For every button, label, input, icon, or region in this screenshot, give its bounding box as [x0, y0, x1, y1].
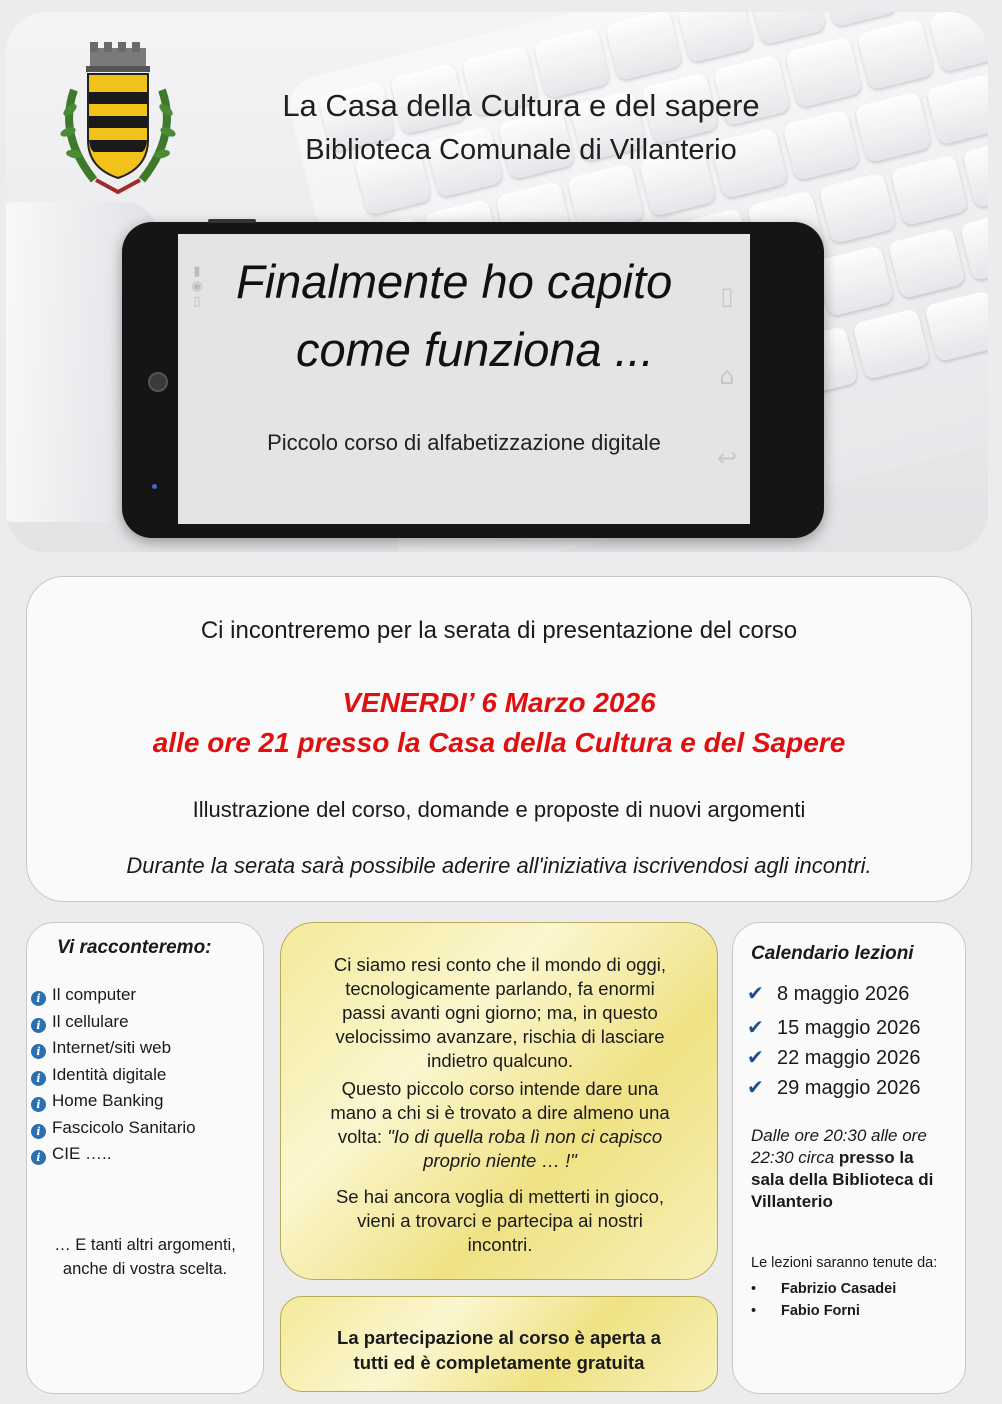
calendar-date-label: 15 maggio 2026: [777, 1017, 921, 1039]
free-participation-box: [280, 1296, 718, 1392]
header-background: [6, 12, 988, 552]
topic-item: [31, 1038, 171, 1059]
calendar-date-label: 8 maggio 2026: [777, 983, 910, 1005]
teachers-title: Le lezioni saranno tenute da:: [751, 1255, 938, 1271]
about-box: [280, 922, 718, 1280]
about-quote-a: "Io di quella roba lì non ci capisco: [387, 1126, 663, 1147]
free-line1: La partecipazione al corso è aperta a: [337, 1327, 661, 1348]
header-title: La Casa della Cultura e del sapere: [282, 88, 760, 123]
checkmark-icon: ✔: [747, 1075, 764, 1099]
phone-speaker: [208, 219, 256, 223]
about-paragraph-3: [301, 1185, 699, 1257]
topic-label: Identità digitale: [52, 1064, 167, 1084]
topic-item: [31, 1144, 112, 1165]
calendar-date-item: [747, 981, 909, 1006]
about-p2-line4: [301, 1149, 699, 1173]
event-note: Durante la serata sarà possibile aderire all'iniziativa iscrivendosi agli incontri.: [126, 853, 872, 878]
status-bar-icon: ▮ ◉ ▯: [191, 264, 203, 309]
phone-camera-icon: [148, 372, 168, 392]
keyboard-key: [890, 154, 968, 226]
back-icon: ↩: [716, 444, 738, 472]
info-icon: i: [31, 1044, 46, 1059]
time-line4: Villanterio: [751, 1192, 833, 1211]
topics-box: [26, 922, 264, 1394]
keyboard-key: [926, 73, 988, 145]
keyboard-key: [924, 290, 988, 362]
checkmark-icon: ✔: [747, 1045, 764, 1069]
topics-footer: [27, 1233, 263, 1281]
about-p1-line: tecnologicamente parlando, fa enormi: [345, 978, 655, 999]
topics-footer-line1: … E tanti altri argomenti,: [54, 1236, 236, 1254]
about-p1-line: Ci siamo resi conto che il mondo di oggi,: [333, 954, 667, 975]
time-line3: sala della Biblioteca di: [751, 1170, 934, 1189]
calendar-date-label: 22 maggio 2026: [777, 1047, 921, 1069]
topic-item: [31, 1091, 164, 1112]
info-icon: i: [31, 991, 46, 1006]
keyboard-key: [676, 12, 754, 63]
about-paragraph-2: [301, 1077, 699, 1173]
teacher-name: Fabio Forni: [781, 1303, 860, 1319]
about-p2-line1: Questo piccolo corso intende dare una: [341, 1078, 659, 1099]
topic-label: Internet/siti web: [52, 1038, 172, 1057]
info-icon: i: [31, 1071, 46, 1086]
phone-title-line1: Finalmente ho capito: [236, 255, 673, 308]
topic-label: CIE …..: [52, 1144, 112, 1163]
phone-title-line2: come funziona ...: [296, 323, 654, 376]
home-icon: ⌂: [719, 362, 735, 390]
event-intro: Ci incontreremo per la serata di presentazione del corso: [200, 617, 798, 644]
calendar-title: Calendario lezioni: [751, 943, 914, 964]
calendar-date-item: [747, 1045, 920, 1070]
keyboard-key: [605, 12, 683, 81]
topic-label: Fascicolo Sanitario: [52, 1117, 196, 1137]
town-crest-icon: [56, 40, 181, 200]
time-line2-bold: presso la: [834, 1148, 914, 1167]
topic-label: Il computer: [52, 985, 137, 1004]
topic-item: [31, 1118, 196, 1139]
event-date: VENERDI’ 6 Marzo 2026: [342, 687, 656, 718]
checkmark-icon: ✔: [747, 981, 764, 1005]
time-line1: Dalle ore 20:30 alle ore: [751, 1126, 927, 1145]
keyboard-key: [928, 12, 988, 73]
free-line2: tutti ed è completamente gratuita: [353, 1352, 645, 1373]
keyboard-key: [854, 91, 932, 163]
keyboard-key: [960, 209, 988, 281]
checkmark-icon: ✔: [747, 1015, 764, 1039]
about-quote-b: proprio niente … !": [423, 1150, 577, 1171]
keyboard-key: [856, 18, 934, 90]
keyboard-key: [888, 227, 966, 299]
about-p2-line3: [301, 1125, 699, 1149]
teacher-name: Fabrizio Casadei: [781, 1281, 897, 1297]
teacher-item: [751, 1281, 896, 1297]
about-p3-line: vieni a trovarci e partecipa ai nostri: [357, 1210, 643, 1231]
event-time-place: alle ore 21 presso la Casa della Cultura e del Sapere: [152, 727, 846, 758]
topic-item: [31, 985, 136, 1006]
keyboard-key: [818, 172, 896, 244]
time-line2: 22:30 circa: [751, 1148, 835, 1167]
info-icon: i: [31, 1150, 46, 1165]
info-icon: i: [31, 1018, 46, 1033]
about-paragraph-1: [301, 953, 699, 1073]
about-p1-line: velocissimo avanzare, rischia di lasciare: [335, 1026, 665, 1047]
event-info-box: [26, 576, 972, 902]
calendar-time-place: [751, 1125, 961, 1213]
bullet-icon: •: [751, 1281, 757, 1297]
info-icon: i: [31, 1097, 46, 1112]
header-subtitle: Biblioteca Comunale di Villanterio: [305, 134, 737, 166]
keyboard-key: [820, 12, 898, 28]
topic-item: [31, 1012, 129, 1033]
calendar-date-label: 29 maggio 2026: [777, 1077, 921, 1099]
about-p3-line: incontri.: [467, 1234, 533, 1255]
smartphone-illustration: [122, 222, 824, 538]
phone-screen: [178, 234, 750, 524]
phone-subtitle: Piccolo corso di alfabetizzazione digitale: [267, 430, 661, 455]
keyboard-key: [748, 12, 826, 45]
phone-led-icon: [152, 484, 157, 489]
topics-footer-line2: anche di vostra scelta.: [62, 1260, 228, 1278]
free-participation-text: [281, 1325, 717, 1375]
about-p1-line: indietro qualcuno.: [426, 1050, 574, 1071]
about-p1-line: passi avanti ogni giorno; ma, in questo: [342, 1002, 658, 1023]
recent-apps-icon: ▯: [720, 282, 734, 310]
calendar-box: [732, 922, 966, 1394]
keyboard-key: [816, 245, 894, 317]
topics-title: Vi racconteremo:: [57, 937, 212, 958]
keyboard-key: [962, 136, 988, 208]
topic-item: [31, 1065, 166, 1086]
calendar-date-item: [747, 1015, 920, 1040]
calendar-date-item: [747, 1075, 920, 1100]
about-p2-lead: volta:: [337, 1126, 388, 1147]
teacher-item: [751, 1303, 860, 1319]
info-icon: i: [31, 1124, 46, 1139]
topic-label: Home Banking: [52, 1091, 164, 1110]
topic-label: Il cellulare: [52, 1011, 129, 1031]
event-description: Illustrazione del corso, domande e proposte di nuovi argomenti: [192, 797, 806, 822]
bullet-icon: •: [751, 1303, 757, 1319]
about-p3-line: Se hai ancora voglia di metterti in gioco,: [335, 1186, 665, 1207]
about-p2-line2: mano a chi si è trovato a dire almeno una: [330, 1102, 670, 1123]
keyboard-key: [852, 308, 930, 380]
